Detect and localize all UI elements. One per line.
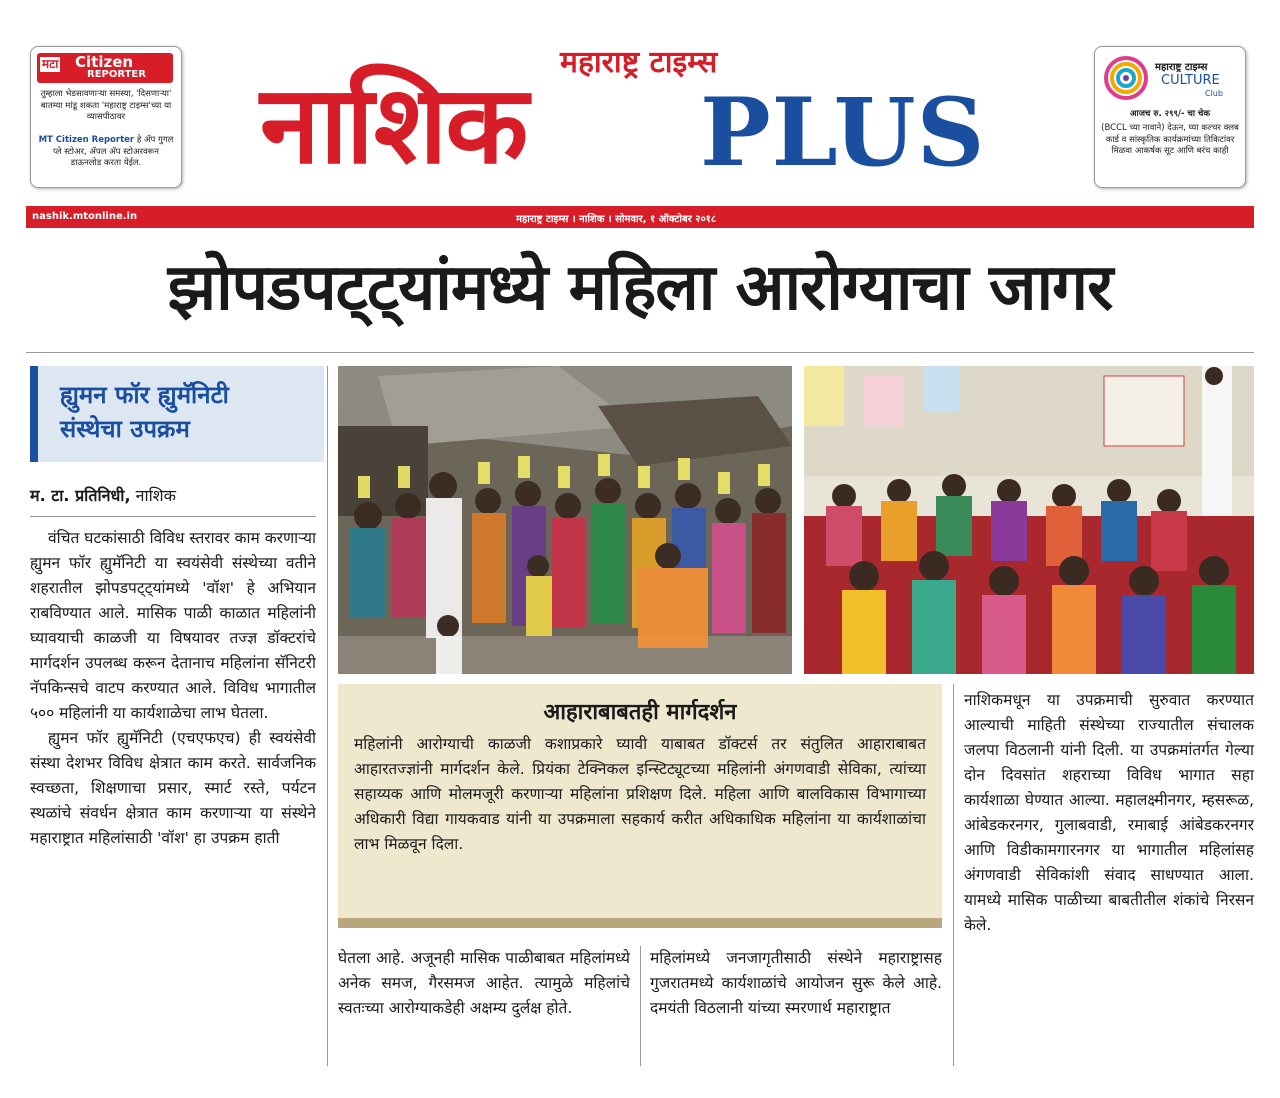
column-2: घेतला आहे. अजूनही मासिक पाळीबाबत महिलांमध्ये अनेक समज, गैरसमज आहेत. त्यामुळे महिलांचे स्वतःच्या आरोग्याकडेही अक्षम्य दुर्लक्ष होते. [338,949,630,1017]
culture-brand: महाराष्ट्र टाइम्स [1155,62,1208,73]
inset-box [338,684,942,928]
website-link[interactable]: nashik.mtonline.in [32,211,138,222]
citizen-app-name: MT Citizen Reporter [38,135,135,145]
column-divider-3 [953,684,954,1066]
subhead-line-2: संस्थेचा उपक्रम [60,415,190,443]
citizen-app-line [37,135,175,170]
byline-rule [30,516,316,517]
culture-club-label: Club [1205,89,1223,98]
culture-text: (BCCL च्या नावाने) देऊन, घ्या कल्चर क्लब कार्ड व सांस्कृतिक कार्यक्रमांच्या तिकिटांवर मिळवा आकर्षक सूट आणि बरंच काही [1101,123,1239,156]
headline: झोपडपट्ट्यांमध्ये महिला आरोग्याचा जागर [167,251,1113,325]
byline [30,484,176,506]
citizen-app-suffix: हे [136,135,142,145]
byline-place: नाशिक [135,486,176,505]
culture-title: CULTURE [1161,73,1220,88]
photo-women-distribution [338,366,792,674]
citizen-label: Citizen [75,53,134,71]
culture-offer: आजच रु. २९९/- चा चेक [1130,109,1210,119]
reporter-label: REPORTER [87,69,146,80]
inset-bottom-bar [338,918,942,928]
column-1-paragraph-2: ह्युमन फॉर ह्युमॅनिटी (एचएफएच) ही स्वयंसेवी संस्था देशभर विविध क्षेत्रात काम करते. सार्वजनिक स्वच्छता, शिक्षणाचा प्रसार, स्मार्ट रस्ते, पर्यटन स्थळांचे संवर्धन क्षेत्रात काम करणाऱ्या या संस्थेने महाराष्ट्रात महिलांसाठी 'वॉश' हा उपक्रम हाती [30,729,316,847]
column-1-paragraph-1: वंचित घटकांसाठी विविध स्तरावर काम करणाऱ्या ह्युमन फॉर ह्युमॅनिटी या स्वयंसेवी संस्थेच्या वतीने शहरातील झोपडपट्ट्यांमध्ये 'वॉश' हे अभियान राबविण्यात आले. मासिक पाळी काळात महिलांनी घ्यावयाची काळजी या विषयावर तज्ज्ञ डॉक्टरांचे मार्गदर्शन उपलब्ध करून देतानाच महिलांना सॅनिटरी नॅपकिन्सचे वाटप करण्यात आले. विविध भागातील ५०० महिलांनी या कार्यशाळेचा लाभ घेतला. [30,529,316,722]
culture-club-logo-icon [1103,55,1149,101]
citizen-text-1: तुम्हाला भेडसावणाऱ्या समस्या, 'दिसणाऱ्या' बातम्या मांडू शकता 'महाराष्ट्र टाइम्स'च्या या व्यासपीठावर [40,89,172,122]
column-4: नाशिकमधून या उपक्रमाची सुरुवात करण्यात आल्याची माहिती संस्थेच्या राज्यातील संचालक जलपा विठलानी यांनी दिली. या उपक्रमांतर्गत गेल्या दोन दिवसांत शहराच्या विविध भागात सहा कार्यशाळा घेण्यात आल्या. महालक्ष्मीनगर, म्हसरूळ, आंबेडकरनगर, गुलाबवाडी, रमाबाई आंबेडकरनगर आणि विडीकामगारनगर या भागातील महिलांसह अंगणवाडी सेविकांशी संवाद साधण्यात आला. यामध्ये मासिक पाळीच्या बाबतीतील शंकांचे निरसन केले. [964,691,1254,934]
dateline-info: महाराष्ट्र टाइम्स । नाशिक । सोमवार, १ ऑक्टोबर २०१८ [516,214,717,225]
masthead-plus: PLUS [700,78,986,188]
mata-logo: मटा [42,57,59,71]
masthead-mt-logo: महाराष्ट्र टाइम्स [560,45,718,80]
citizen-text-2: ॲप गुगल प्ले स्टोअर, ॲपल ॲप स्टोअरवरून डाऊनलोड करता येईल. [52,135,174,168]
dateline-bar [26,206,1254,228]
byline-author: म. टा. प्रतिनिधी, [30,486,131,505]
subhead-box [30,366,324,462]
column-1 [30,526,316,1066]
column-divider-2 [640,946,641,1066]
subhead-line-1: ह्युमन फॉर ह्युमॅनिटी [60,381,229,409]
masthead-city: नाशिक [260,63,527,188]
culture-club-box [1094,46,1246,188]
column-3: महिलांमध्ये जनजागृतीसाठी संस्थेने महाराष्ट्रासह गुजरातमध्ये कार्यशाळांचे आयोजन सुरू केले आहे. दमयंती विठलानी यांच्या स्मरणार्थ महाराष्ट्रात [650,949,942,1017]
photo-workshop-session [804,366,1254,674]
citizen-reporter-box [30,46,182,188]
inset-body: महिलांनी आरोग्याची काळजी कशाप्रकारे घ्यावी याबाबत डॉक्टर्स तर संतुलित आहाराबाबत आहारतज्ज्ञांनी मार्गदर्शन केले. प्रियंका टेक्निकल इन्स्टिट्यूटच्या महिलांनी अंगणवाडी सेविका, त्यांच्या सहाय्यक आणि मोलमजूरी करणाऱ्या महिलांना प्रशिक्षण दिले. महिला आणि बालविकास विभागाच्या अधिकारी विद्या गायकवाड यांनी या उपक्रमाला सहकार्य करीत अधिकाधिक महिलांना या कार्यशाळांचा लाभ मिळवून दिला. [354,735,926,853]
citizen-reporter-badge [37,53,173,83]
column-divider-1 [327,366,328,1066]
headline-rule [26,352,1254,353]
inset-title: आहाराबाबतही मार्गदर्शन [543,700,737,725]
